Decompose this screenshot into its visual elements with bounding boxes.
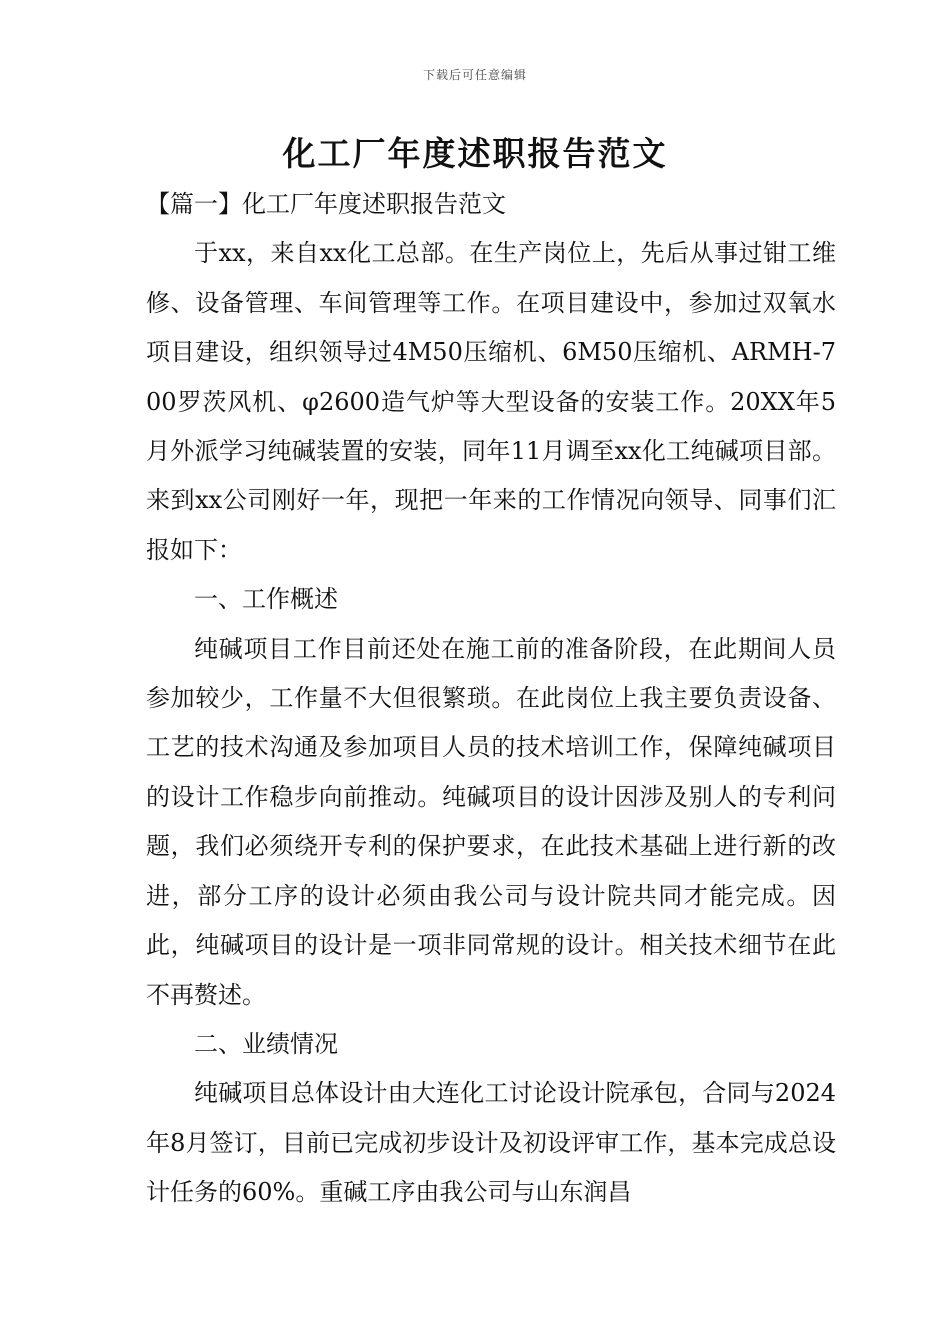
intro-paragraph: 于xx，来自xx化工总部。在生产岗位上，先后从事过钳工维修、设备管理、车间管理等工作。在项目建设中，参加过双氧水项目建设，组织领导过4M50压缩机、6M50压缩机、ARMH-700罗茨风机、φ2600造气炉等大型设备的安装工作。20XX年5月外派学习纯碱装置的安装，同年11月调至xx化工纯碱项目部。来到xx公司刚好一年，现把一年来的工作情况向领导、同事们汇报如下：	[146, 239, 836, 564]
section-heading-overview: 一、工作概述	[194, 585, 338, 614]
overview-paragraph: 纯碱项目工作目前还处在施工前的准备阶段，在此期间人员参加较少，工作量不大但很繁琐。在此岗位上我主要负责设备、工艺的技术沟通及参加项目人员的技术培训工作，保障纯碱项目的设计工作稳步向前推动。纯碱项目的设计因涉及别人的专利问题，我们必须绕开专利的保护要求，在此技术基础上进行新的改进，部分工序的设计必须由我公司与设计院共同才能完成。因此，纯碱项目的设计是一项非同常规的设计。相关技术细节在此不再赘述。	[146, 634, 836, 1009]
subtitle: 【篇一】化工厂年度述职报告范文	[146, 190, 506, 218]
section-heading-performance: 二、业绩情况	[194, 1029, 338, 1058]
header-note: 下载后可任意编辑	[422, 68, 527, 82]
document-title: 化工厂年度述职报告范文	[282, 134, 668, 173]
document-body	[146, 180, 836, 1218]
performance-paragraph: 纯碱项目总体设计由大连化工讨论设计院承包，合同与2024年8月签订，目前已完成初步设计及初设评审工作，基本完成总设计任务的60%。重碱工序由我公司与山东润昌	[146, 1079, 836, 1207]
